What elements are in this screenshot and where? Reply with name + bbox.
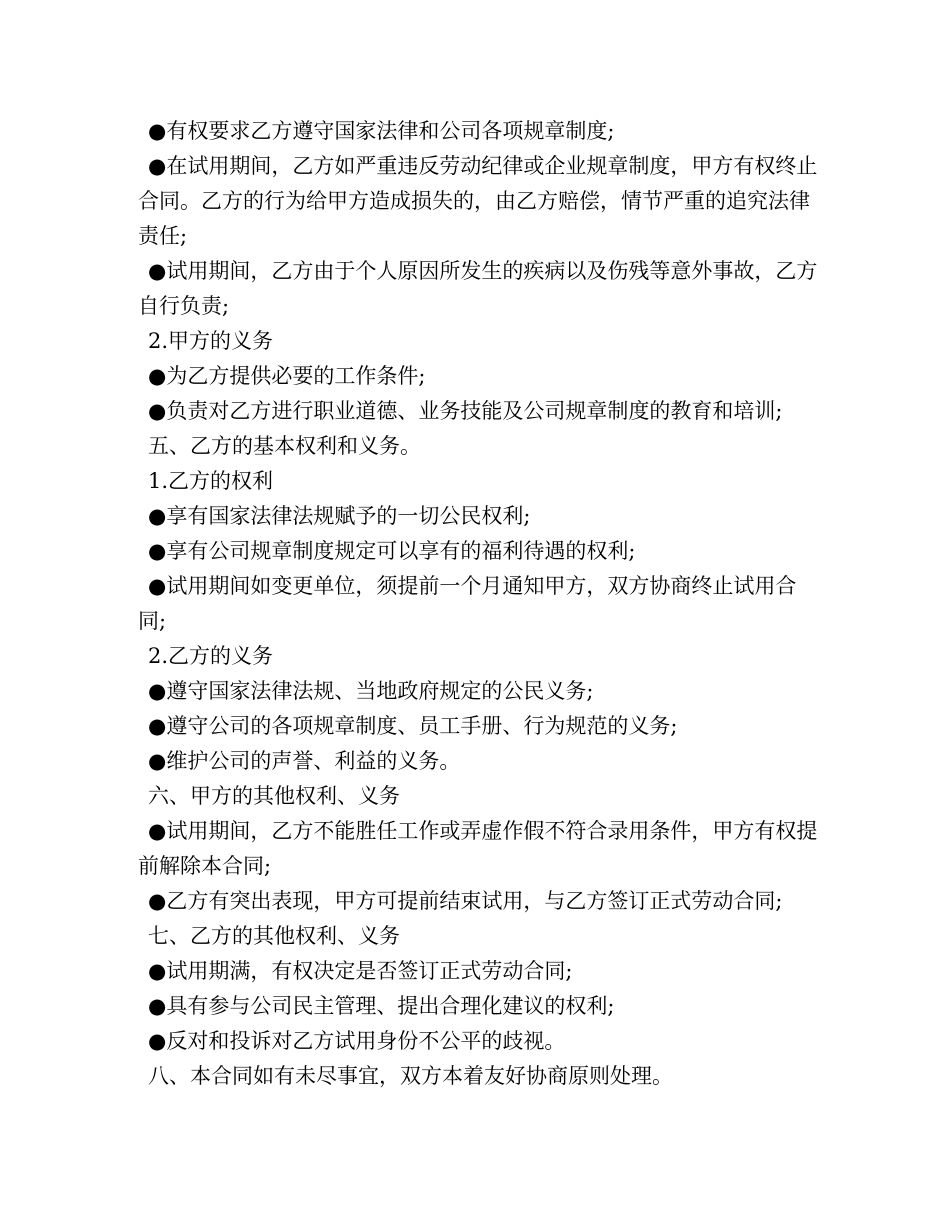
paragraph-clause-decide-contract: ●试用期满，有权决定是否签订正式劳动合同; — [148, 959, 573, 983]
heading-party-a-obligations: 2.甲方的义务 — [148, 329, 274, 353]
heading-section-six: 六、甲方的其他权利、义务 — [148, 784, 400, 808]
paragraph-clause-personal-accident: ●试用期间，乙方由于个人原因所发生的疾病以及伤残等意外事故，乙方自行负责; — [138, 259, 818, 318]
paragraph-clause-participate-management: ●具有参与公司民主管理、提出合理化建议的权利; — [148, 994, 615, 1018]
paragraph-clause-change-employer: ●试用期间如变更单位，须提前一个月通知甲方，双方协商终止试用合同; — [138, 574, 797, 633]
heading-party-b-rights: 1.乙方的权利 — [148, 469, 274, 493]
paragraph-clause-right-to-require-compliance: ●有权要求乙方遵守国家法律和公司各项规章制度; — [148, 119, 615, 143]
heading-section-seven: 七、乙方的其他权利、义务 — [148, 924, 400, 948]
paragraph-clause-protect-reputation: ●维护公司的声誉、利益的义务。 — [148, 749, 461, 773]
paragraph-clause-terminate-for-violation: ●在试用期间，乙方如严重违反劳动纪律或企业规章制度，甲方有权终止合同。乙方的行为给甲方造成损失的，由乙方赔偿，情节严重的追究法律责任; — [138, 154, 818, 248]
paragraph-clause-obey-laws: ●遵守国家法律法规、当地政府规定的公民义务; — [148, 679, 594, 703]
paragraph-clause-oppose-discrimination: ●反对和投诉对乙方试用身份不公平的歧视。 — [148, 1029, 566, 1053]
paragraph-clause-early-confirmation: ●乙方有突出表现，甲方可提前结束试用，与乙方签订正式劳动合同; — [148, 889, 783, 913]
paragraph-clause-obey-company-rules: ●遵守公司的各项规章制度、员工手册、行为规范的义务; — [148, 714, 678, 738]
document-body — [138, 114, 818, 1094]
paragraph-clause-early-dismissal: ●试用期间，乙方不能胜任工作或弄虚作假不符合录用条件，甲方有权提前解除本合同; — [138, 819, 818, 878]
heading-section-eight: 八、本合同如有未尽事宜，双方本着友好协商原则处理。 — [148, 1064, 673, 1088]
heading-section-five: 五、乙方的基本权利和义务。 — [148, 434, 421, 458]
paragraph-clause-welfare: ●享有公司规章制度规定可以享有的福利待遇的权利; — [148, 539, 636, 563]
paragraph-clause-working-conditions: ●为乙方提供必要的工作条件; — [148, 364, 426, 388]
heading-party-b-obligations: 2.乙方的义务 — [148, 644, 274, 668]
paragraph-clause-civil-rights: ●享有国家法律法规赋予的一切公民权利; — [148, 504, 531, 528]
paragraph-clause-education-training: ●负责对乙方进行职业道德、业务技能及公司规章制度的教育和培训; — [148, 399, 783, 423]
